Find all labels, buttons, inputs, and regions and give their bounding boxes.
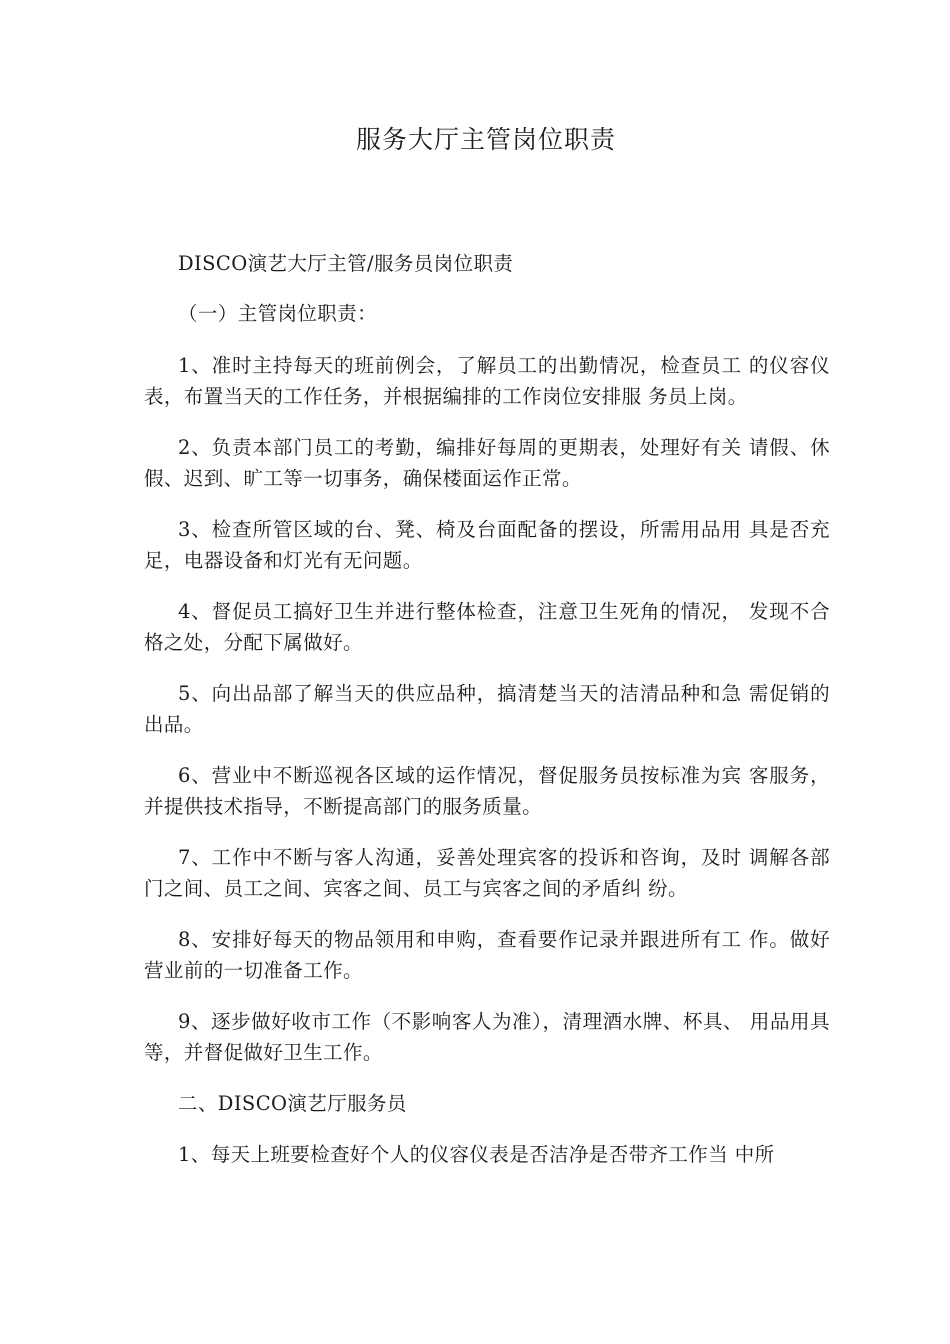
duty-item: 7、工作中不断与客人沟通，妥善处理宾客的投诉和咨询，及时 调解各部门之间、员工之间、宾客之间、员工与宾客之间的矛盾纠 纷。 bbox=[144, 846, 830, 900]
duty-item: 6、营业中不断巡视各区域的运作情况，督促服务员按标准为宾 客服务，并提供技术指导，不断提高部门的服务质量。 bbox=[144, 764, 830, 818]
document-body bbox=[144, 248, 830, 1190]
duty-item: 9、逐步做好收市工作（不影响客人为准），清理酒水牌、杯具、 用品用具等，并督促做好卫生工作。 bbox=[144, 1010, 830, 1064]
section-heading: 二、DISCO演艺厅服务员 bbox=[178, 1092, 407, 1115]
duty-item: 5、向出品部了解当天的供应品种，搞清楚当天的洁清品种和急 需促销的出品。 bbox=[144, 682, 830, 736]
section-heading: DISCO演艺大厅主管/服务员岗位职责 bbox=[178, 252, 514, 275]
document-title: 服务大厅主管岗位职责 bbox=[355, 125, 616, 154]
subsection-heading: （一）主管岗位职责： bbox=[178, 302, 378, 325]
duty-item: 2、负责本部门员工的考勤，编排好每周的更期表，处理好有关 请假、休假、迟到、旷工等一切事务，确保楼面运作正常。 bbox=[144, 436, 830, 490]
duty-item: 4、督促员工搞好卫生并进行整体检查，注意卫生死角的情况， 发现不合格之处，分配下属做好。 bbox=[144, 600, 830, 654]
duty-item: 1、每天上班要检查好个人的仪容仪表是否洁净是否带齐工作当 中所 bbox=[178, 1143, 775, 1166]
duty-item: 3、检查所管区域的台、凳、椅及台面配备的摆设，所需用品用 具是否充足，电器设备和灯光有无问题。 bbox=[144, 518, 830, 572]
duty-item: 8、安排好每天的物品领用和申购，查看要作记录并跟进所有工 作。做好营业前的一切准备工作。 bbox=[144, 928, 830, 982]
duty-item: 1、准时主持每天的班前例会，了解员工的出勤情况，检查员工 的仪容仪表，布置当天的工作任务，并根据编排的工作岗位安排服 务员上岗。 bbox=[144, 354, 830, 408]
